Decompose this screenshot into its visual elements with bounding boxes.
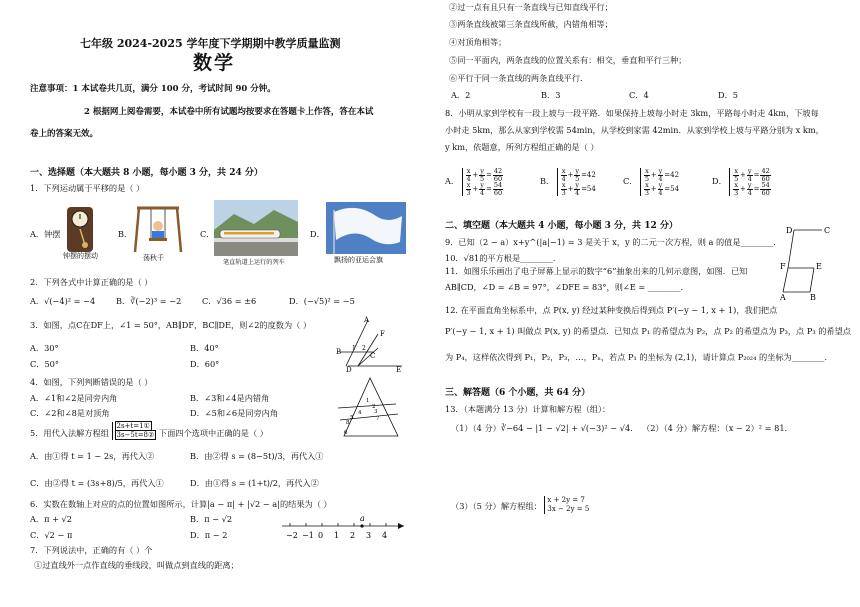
q5-option-b: B．由②得 s = (8−5t)/3，再代入① bbox=[190, 451, 324, 461]
q11-label-a: A bbox=[780, 293, 786, 300]
q1-option-d: D． bbox=[310, 229, 325, 239]
q6-number-line bbox=[280, 514, 410, 544]
q4-figure bbox=[336, 374, 404, 438]
q11-label-c: C bbox=[824, 226, 831, 235]
q7-option-c: C．4 bbox=[629, 90, 649, 100]
q5-lead: 5．用代入法解方程组 bbox=[30, 428, 109, 439]
q11-label-b: B bbox=[810, 293, 816, 300]
q2-option-a: A．√(−4)² = −4 bbox=[30, 296, 96, 306]
pendulum-clock-image bbox=[63, 205, 97, 255]
q8-line-1: 8．小明从家到学校有一段上坡与一段平路．如果保持上坡每小时走 3km，平路每小时走 4km，下坡每 bbox=[445, 108, 819, 118]
q10-text: 10．√81的平方根是________． bbox=[445, 253, 562, 263]
q5-tail: 下面四个选项中正确的是（ ） bbox=[158, 428, 268, 439]
point-a bbox=[360, 524, 363, 527]
q11-line-2: AB∥CD，∠D = ∠B = 97°，∠DFE = 83°，则∠E = ________． bbox=[445, 282, 689, 292]
q4-label-1: 1 bbox=[366, 398, 370, 404]
q8-option-d: D． $\frac{x}{5}$ + $\frac{y}{4}$ = $\frac{42}{60}$ $\frac{x}{3}$ + $\frac{y}{4}$ = $\frac{54}{60}$ bbox=[712, 167, 770, 197]
q11-label-e: E bbox=[816, 262, 822, 271]
q5-eq1: 2s+t=1① bbox=[116, 422, 150, 430]
q13-text: 13．（本题满分 13 分）计算和解方程（组）： bbox=[445, 404, 611, 414]
q4-option-b: B．∠3和∠4是内错角 bbox=[190, 393, 270, 403]
q8-line-2: 小时走 5km，那么从家到学校需 54min，从学校到家需 42min．从家到学校上坡与平路分别为 x km， bbox=[445, 125, 824, 135]
q11-figure bbox=[780, 222, 840, 300]
q8-option-a: A． $\frac{x}{4}$ + $\frac{y}{5}$ = $\frac{42}{60}$ $\frac{x}{3}$ + $\frac{y}{4}$ = $\frac{54}{60}$ bbox=[445, 167, 503, 197]
q4-option-d: D．∠5和∠6是同旁内角 bbox=[190, 408, 279, 418]
q11-label-d: D bbox=[786, 226, 793, 235]
q5-system bbox=[112, 422, 157, 440]
note-2b: 卷上的答案无效。 bbox=[30, 129, 99, 139]
q6-option-a: A．π + √2 bbox=[30, 514, 72, 524]
q1-caption-b: 荡秋千 bbox=[143, 254, 164, 262]
q13-part-3: （3）（5 分）解方程组： x + 2y = 7 3x − 2y = 5 bbox=[451, 496, 590, 514]
q6-option-d: D．π − 2 bbox=[190, 530, 228, 540]
q8-option-c: C． $\frac{x}{5}$ + $\frac{y}{4}$ =42 $\frac{x}{3}$ + $\frac{y}{4}$ =54 bbox=[623, 167, 680, 197]
flag-image bbox=[326, 202, 406, 254]
q13-part-2: （2）（4 分）解方程：（x − 2）² = 81． bbox=[642, 423, 793, 433]
section-2-title: 二、填空题（本大题共 4 小题，每小题 3 分，共 12 分） bbox=[445, 221, 678, 231]
subject-title: 数学 bbox=[193, 52, 236, 74]
q5-eq2: 3s−5t=8② bbox=[116, 431, 155, 440]
q4-label-2: 2 bbox=[372, 404, 376, 410]
q3-label-1: 1 bbox=[352, 345, 356, 352]
q1-option-a: A．钟摆 bbox=[30, 229, 61, 239]
q7-text: 7．下列说法中，正确的有（ ）个 bbox=[30, 545, 153, 555]
note-1: 注意事项：1 本试卷共几页，满分 100 分，考试时间 90 分钟。 bbox=[30, 84, 276, 94]
q11-label-f: F bbox=[780, 262, 786, 271]
q4-label-3: 3 bbox=[374, 409, 378, 415]
q3-figure bbox=[334, 314, 404, 374]
q12-line-3: 为 P₄，这样依次得到 P₁，P₂，P₃，…，Pₙ，若点 P₁ 的坐标为 (2,1)，请计算点 P₂₀₂₄ 的坐标为________． bbox=[445, 352, 833, 362]
q5-option-c: C．由②得 t = (3s+8)/5，再代入① bbox=[30, 478, 164, 488]
q7-item-3: ③两条直线被第三条直线所截，内错角相等； bbox=[449, 19, 613, 29]
q9-text: 9．已知（2 − a）x+y^(|a|−1) = 3 是关于 x，y 的二元一次方程，则 a 的值是________． bbox=[445, 237, 782, 247]
q1-option-b: B． bbox=[118, 229, 133, 239]
q7-option-b: B．3 bbox=[541, 90, 561, 100]
q4-label-4: 4 bbox=[358, 410, 362, 416]
train-image bbox=[214, 200, 298, 256]
q1-caption-a: 钟摆的摆动 bbox=[63, 252, 98, 260]
q7-item-1: ①过直线外一点作直线的垂线段，叫做点到直线的距离； bbox=[34, 560, 239, 570]
q6-option-b: B．π − √2 bbox=[190, 514, 233, 524]
q7-option-a: A．2 bbox=[451, 90, 471, 100]
q1-caption-d: 飘扬的亚运会旗 bbox=[334, 256, 383, 264]
q4-label-8: 8 bbox=[346, 420, 350, 426]
q3-label-f: F bbox=[380, 330, 385, 338]
q12-line-1: 12. 在平面直角坐标系中，点 P(x, y) 经过某种变换后得到点 P′(−y − 1, x + 1)，我们把点 bbox=[445, 305, 778, 315]
q1-text: 1．下列运动属于平移的是（ ） bbox=[30, 183, 145, 193]
q7-item-4: ④对顶角相等； bbox=[449, 37, 507, 47]
q3-text: 3．如图，点C在DF上，∠1 = 50°，AB∥DF，BC∥DE，则∠2的度数为（ ） bbox=[30, 320, 312, 330]
q7-item-6: ⑥平行于同一条直线的两条直线平行． bbox=[449, 73, 589, 83]
q5-option-a: A．由①得 t = 1 − 2s，再代入② bbox=[30, 451, 155, 461]
q1-caption-c: 笔直轨道上运行的列车 bbox=[223, 259, 285, 266]
q3-label-b: B bbox=[336, 348, 342, 356]
q7-item-5: ⑤同一平面内，两条直线的位置关系有：相交，垂直和平行三种； bbox=[449, 55, 687, 65]
q2-option-c: C．√36 = ±6 bbox=[202, 296, 257, 306]
q7-item-2: ②过一点有且只有一条直线与已知直线平行； bbox=[449, 2, 613, 12]
q1-option-c: C． bbox=[200, 229, 215, 239]
q3-label-2: 2 bbox=[362, 345, 366, 352]
swing-image bbox=[133, 204, 183, 254]
q5-text bbox=[30, 422, 268, 440]
q3-label-c: C bbox=[370, 352, 376, 360]
axis-tick-label: −2 bbox=[286, 531, 298, 540]
q3-label-d: D bbox=[346, 366, 352, 374]
axis-tick-label: −1 bbox=[302, 531, 314, 540]
q5-option-d: D．由①得 s = (1+t)/2，再代入② bbox=[190, 478, 319, 488]
section-1-title: 一、选择题（本大题共 8 小题，每小题 3 分，共 24 分） bbox=[30, 168, 263, 178]
q3-option-b: B．40° bbox=[190, 343, 219, 353]
q11-line-1: 11．如图乐乐画出了电子屏幕上显示的数字“6”抽象出来的几何示意图，如图．已知 bbox=[445, 266, 748, 276]
axis-tick-label: 1 bbox=[334, 531, 340, 540]
q4-option-c: C．∠2和∠8是对顶角 bbox=[30, 408, 110, 418]
q4-label-6: 6 bbox=[344, 430, 348, 436]
q7-option-d: D．5 bbox=[718, 90, 738, 100]
q3-option-d: D．60° bbox=[190, 359, 220, 369]
q3-label-e: E bbox=[396, 366, 402, 374]
axis-tick-label: 0 bbox=[318, 531, 324, 540]
axis-tick-label: 3 bbox=[366, 531, 372, 540]
q13-part-1: （1）（4 分）∛−64 − |1 − √2| + √(−3)² − √4． bbox=[451, 423, 639, 433]
axis-tick-label: 2 bbox=[350, 531, 356, 540]
point-a-label: a bbox=[360, 514, 365, 523]
q13-system: x + 2y = 7 3x − 2y = 5 bbox=[544, 496, 589, 514]
q4-label-5: 5 bbox=[350, 415, 354, 421]
section-3-title: 三、解答题（6 个小题，共 64 分） bbox=[445, 388, 591, 398]
q3-option-c: C．50° bbox=[30, 359, 59, 369]
q4-option-a: A．∠1和∠2是同旁内角 bbox=[30, 393, 118, 403]
q6-text: 6．实数在数轴上对应的点的位置如图所示，计算|a − π| + |√2 − a|的结果为（ ） bbox=[30, 499, 332, 509]
q4-text: 4．如图，下列判断错误的是（ ） bbox=[30, 377, 153, 387]
q4-label-7: 7 bbox=[376, 416, 380, 422]
q8-line-3: y km，依题意，所列方程组正确的是（ ） bbox=[445, 142, 599, 152]
q2-option-d: D．(−√5)² = −5 bbox=[289, 296, 355, 306]
axis-tick-label: 4 bbox=[382, 531, 388, 540]
q3-label-a: A bbox=[364, 316, 370, 324]
q3-option-a: A．30° bbox=[30, 343, 59, 353]
page-title: 七年级 2024-2025 学年度下学期期中教学质量监测 bbox=[80, 37, 341, 50]
q2-option-b: B．∛(−2)³ = −2 bbox=[116, 296, 182, 306]
q12-line-2: P′(−y − 1, x + 1) 叫做点 P(x, y) 的希望点．已知点 P₁ 的希望点为 P₂，点 P₂ 的希望点为 P₃，点 P₃ 的希望点 bbox=[445, 326, 851, 336]
q2-text: 2．下列各式中计算正确的是（ ） bbox=[30, 277, 153, 287]
q6-option-c: C．√2 − π bbox=[30, 530, 73, 540]
q8-option-b: B． $\frac{x}{4}$ + $\frac{y}{5}$ =42 $\frac{x}{3}$ + $\frac{y}{4}$ =54 bbox=[540, 167, 596, 197]
note-2a: 2 根据网上阅卷需要，本试卷中所有试题均按要求在答题卡上作答，答在本试 bbox=[84, 107, 374, 117]
